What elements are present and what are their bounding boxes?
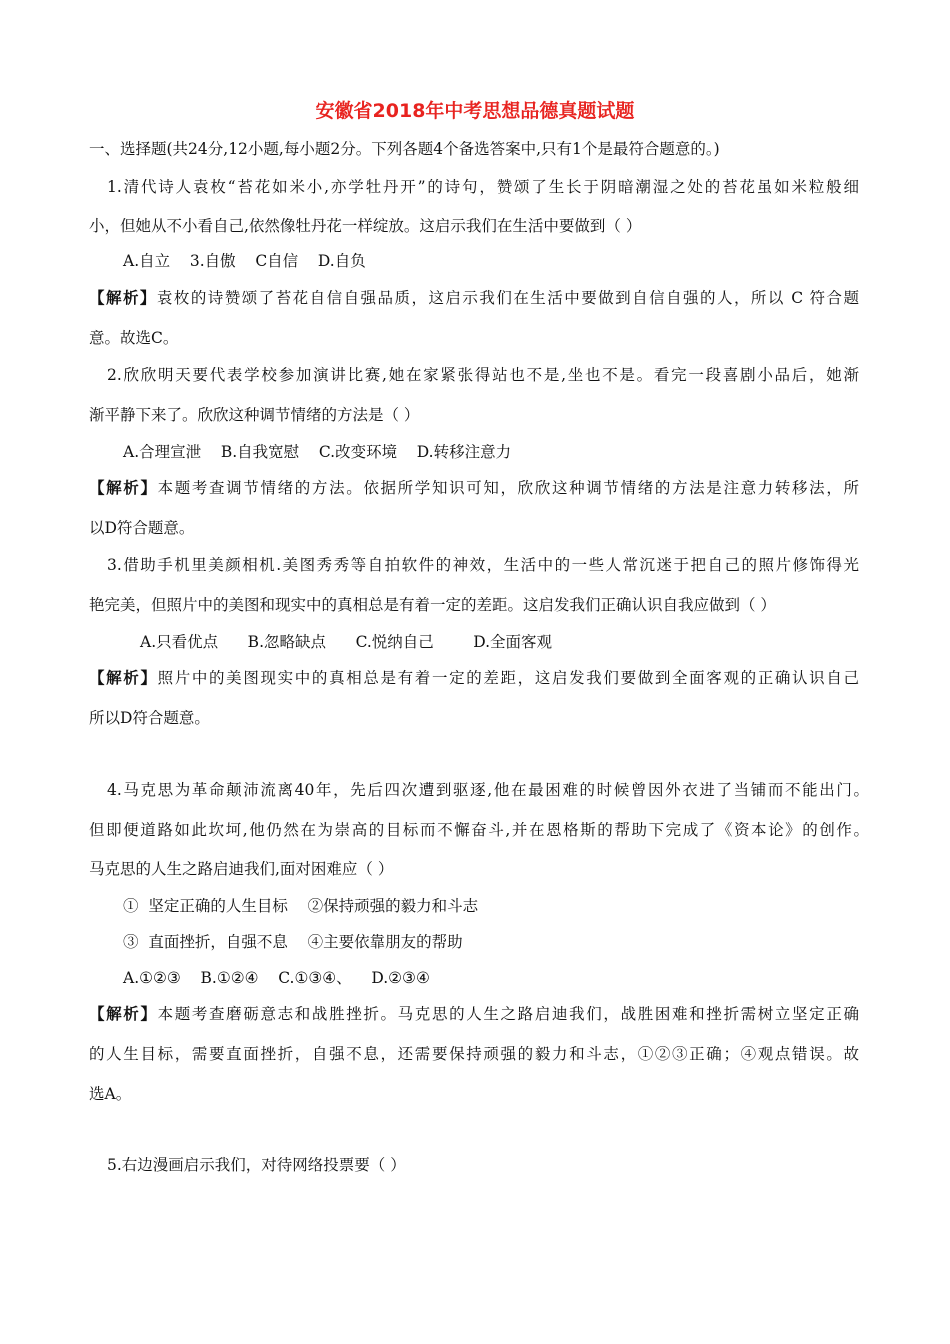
section-intro: 一、选择题(共24分,12小题,每小题2分。下列各题4个备选答案中,只有1个是最符合题意的。) (89, 140, 720, 158)
question-3-options: A.只看优点 B.忽略缺点 C.悦纳自己 D.全面客观 (140, 633, 553, 651)
question-4-choice-line-2: ③ 直面挫折，自强不息 ④主要依靠朋友的帮助 (123, 933, 463, 951)
analysis-text: 本题考查磨砺意志和战胜挫折。马克思的人生之路启迪我们，战胜困难和挫折需树立坚定正确 (157, 1005, 859, 1023)
question-4-choice-line-1: ① 坚定正确的人生目标 ②保持顽强的毅力和斗志 (123, 897, 479, 915)
analysis-text: 袁枚的诗赞颂了苔花自信自强品质，这启示我们在生活中要做到自信自强的人，所以 C 符合题 (156, 289, 859, 307)
question-2-analysis-line-1 (89, 478, 859, 498)
analysis-tag: 【解析】 (89, 1004, 158, 1023)
analysis-tag: 【解析】 (89, 478, 158, 497)
page-title: 安徽省2018年中考思想品德真题试题 (315, 100, 635, 122)
question-2-options: A.合理宣泄 B.自我宽慰 C.改变环境 D.转移注意力 (123, 443, 512, 461)
question-2-stem-line-1: 2.欣欣明天要代表学校参加演讲比赛,她在家紧张得站也不是,坐也不是。看完一段喜剧小品后，她渐 (107, 366, 859, 384)
analysis-text: 本题考查调节情绪的方法。依据所学知识可知，欣欣这种调节情绪的方法是注意力转移法，所 (157, 479, 859, 497)
question-4-stem-line-2: 但即便道路如此坎坷,他仍然在为崇高的目标而不懈奋斗,并在恩格斯的帮助下完成了《资本论》的创作。 (89, 821, 869, 839)
question-4-analysis-line-1 (89, 1004, 859, 1024)
question-3-analysis-line-2: 所以D符合题意。 (89, 709, 210, 727)
question-4-stem-line-1: 4.马克思为革命颠沛流离40年，先后四次遭到驱逐,他在最困难的时候曾因外衣进了当铺而不能出门。 (107, 781, 869, 799)
question-4-analysis-line-2: 的人生目标，需要直面挫折，自强不息，还需要保持顽强的毅力和斗志，①②③正确；④观点错误。故 (89, 1045, 859, 1063)
question-4-options: A.①②③ B.①②④ C.①③④、 D.②③④ (123, 969, 430, 987)
question-2-analysis-line-2: 以D符合题意。 (89, 519, 195, 537)
question-3-stem-line-1: 3.借助手机里美颜相机.美图秀秀等自拍软件的神效，生活中的一些人常沉迷于把自己的照片修饰得光 (107, 556, 859, 574)
question-3-stem-line-2: 艳完美，但照片中的美图和现实中的真相总是有着一定的差距。这启发我们正确认识自我应做到（ ） (89, 596, 776, 614)
question-1-stem-line-2: 小，但她从不小看自己,依然像牡丹花一样绽放。这启示我们在生活中要做到（ ） (89, 217, 642, 235)
analysis-tag: 【解析】 (89, 668, 158, 687)
question-5-stem-line-1: 5.右边漫画启示我们，对待网络投票要（ ） (107, 1156, 406, 1174)
question-1-analysis-line-2: 意。故选C。 (89, 329, 179, 347)
question-4-analysis-line-3: 选A。 (89, 1085, 132, 1103)
question-1-options: A.自立 3.自傲 C自信 D.自负 (123, 252, 366, 270)
question-1-analysis-line-1 (89, 288, 859, 308)
question-2-stem-line-2: 渐平静下来了。欣欣这种调节情绪的方法是（ ） (89, 406, 420, 424)
question-4-stem-line-3: 马克思的人生之路启迪我们,面对困难应（ ） (89, 860, 394, 878)
analysis-text: 照片中的美图现实中的真相总是有着一定的差距，这启发我们要做到全面客观的正确认识自己 (157, 669, 859, 687)
analysis-tag: 【解析】 (89, 288, 157, 307)
question-1-stem-line-1: 1.清代诗人袁枚“苔花如米小,亦学牡丹开”的诗句，赞颂了生长于阴暗潮湿之处的苔花虽如米粒般细 (107, 178, 859, 196)
question-3-analysis-line-1 (89, 668, 859, 688)
